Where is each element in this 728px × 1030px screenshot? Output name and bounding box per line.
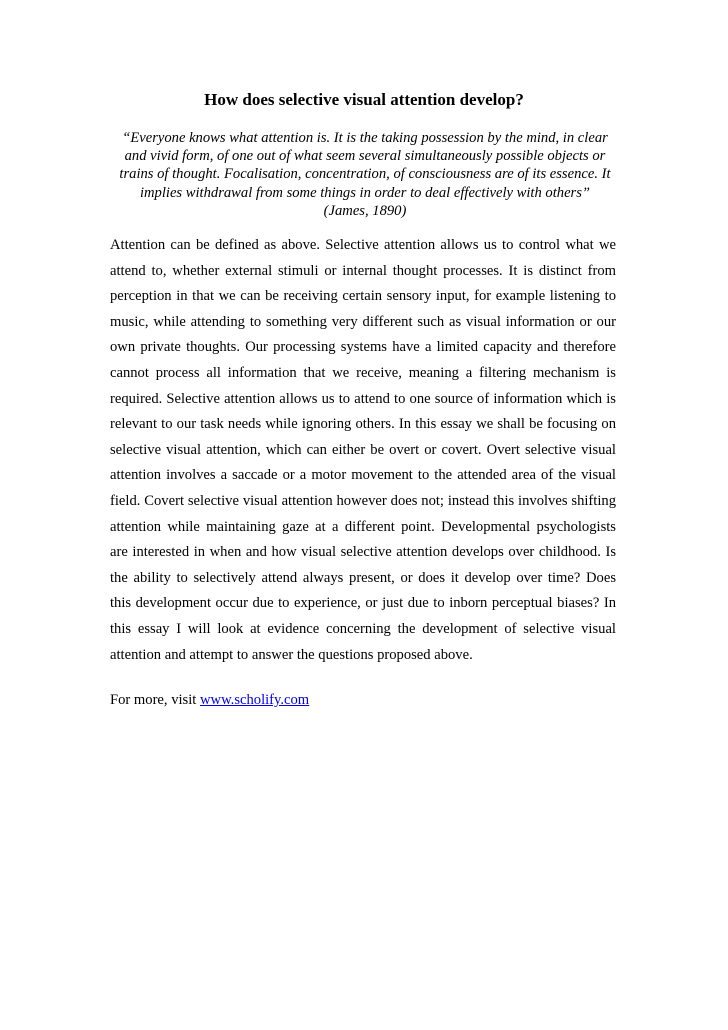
paragraph-line: Attention can be defined as above. Selective attention allows us to control what we — [110, 237, 616, 253]
quote-line: trains of thought. Focalisation, concentration, of consciousness are of its essence. It — [119, 166, 611, 183]
quote-line: implies withdrawal from some things in order to deal effectively with others” — [139, 184, 591, 201]
quote-citation: (James, 1890) — [323, 202, 407, 219]
paragraph-line: attention and attempt to answer the questions proposed above. — [110, 646, 473, 663]
paragraph-line: cannot process all information that we receive, meaning a filtering mechanism is — [110, 364, 616, 381]
paragraph-line: perception in that we can be receiving certain sensory input, for example listening to — [110, 288, 616, 305]
paragraph-line: are interested in when and how visual selective attention develops over childhood. Is — [110, 544, 616, 561]
footer-prefix: For more, visit — [110, 692, 200, 708]
paragraph-line: field. Covert selective visual attention however does not; instead this involves shifting — [110, 492, 616, 509]
paragraph-line: required. Selective attention allows us to attend to one source of information which is — [110, 390, 616, 407]
paragraph-line: attend to, whether external stimuli or internal thought processes. It is distinct from — [110, 262, 616, 279]
paragraph-line: the ability to selectively attend always present, or does it develop over time? Does — [110, 569, 616, 586]
quote-line: “Everyone knows what attention is. It is the taking possession by the mind, in clear — [122, 130, 608, 146]
quote-line: and vivid form, of one out of what seem several simultaneously possible objects or — [124, 148, 606, 165]
footer-note — [110, 690, 309, 710]
paragraph-line: attention involves a saccade or a motor movement to the attended area of the visual — [110, 467, 616, 484]
paragraph-line: this essay I will look at evidence concerning the development of selective visual — [110, 620, 616, 637]
paragraph-line: own private thoughts. Our processing systems have a limited capacity and therefore — [110, 339, 616, 356]
epigraph-quote — [108, 129, 622, 220]
paragraph-line: relevant to our task needs while ignoring others. In this essay we shall be focusing on — [110, 416, 616, 433]
paragraph-line: music, while attending to something very different such as visual information or our — [110, 313, 616, 330]
paragraph-line: attention while maintaining gaze at a different point. Developmental psychologists — [110, 518, 616, 535]
body-paragraph — [110, 233, 616, 668]
paragraph-line: selective visual attention, which can either be overt or covert. Overt selective visual — [110, 441, 616, 458]
page-title: How does selective visual attention develop? — [204, 90, 524, 109]
website-link[interactable]: www.scholify.com — [200, 692, 310, 708]
paragraph-line: this development occur due to experience, or just due to inborn perceptual biases? In — [110, 595, 616, 612]
